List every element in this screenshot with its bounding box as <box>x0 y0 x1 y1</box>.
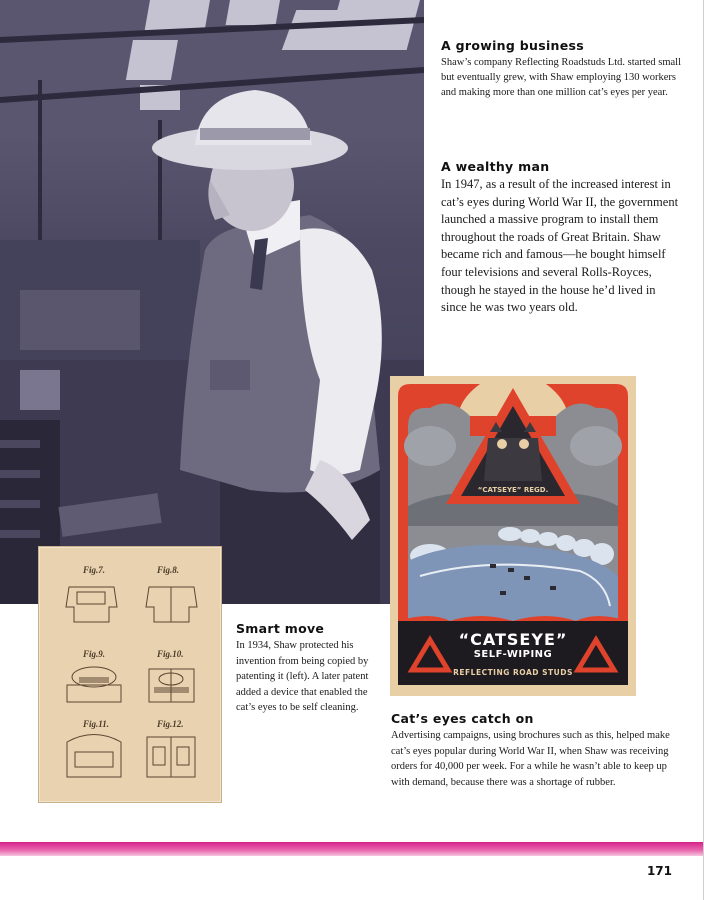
factory-photo-illustration <box>0 0 424 604</box>
patent-figure-label: Fig.7. <box>83 565 106 575</box>
patent-figure-label: Fig.12. <box>157 719 184 729</box>
patent-figure-label: Fig.9. <box>83 649 106 659</box>
caption-body: In 1934, Shaw protected his invention from being copied by patenting it (left). A later patent added a device that enabled the cat’s eyes to be self cleaning. <box>236 640 369 713</box>
caption-title: A growing business <box>441 38 584 53</box>
caption-wealthy-man <box>441 159 681 317</box>
patent-figure-label: Fig.10. <box>157 649 184 659</box>
caption-body: Shaw’s company Reflecting Roadstuds Ltd. started small but eventually grew, with Shaw employing 130 workers and making more than one million cat’s eyes per year. <box>441 57 682 98</box>
poster-brand: “CATSEYE” <box>458 630 568 649</box>
caption-cats-eyes-catch-on <box>391 711 681 790</box>
patent-drawing <box>38 546 222 803</box>
main-photo-shaw-factory <box>0 0 424 604</box>
catseye-poster <box>390 376 636 696</box>
caption-title: Cat’s eyes catch on <box>391 711 534 726</box>
patent-figure-label: Fig.8. <box>157 565 180 575</box>
patent-sketches <box>39 547 223 804</box>
poster-badge-text: “CATSEYE” REGD. <box>477 486 549 494</box>
page-number: 171 <box>646 864 672 878</box>
caption-body: In 1947, as a result of the increased interest in cat’s eyes during World War II, the government launched a massive program to install them throughout the roads of Great Britain. Shaw became rich and famous—he bought himself four televisions and several Rolls-Royces, though he stayed in the house he’d lived in since he was two years old. <box>441 177 679 315</box>
poster-subtitle: SELF-WIPING <box>473 649 553 660</box>
caption-smart-move <box>236 621 381 716</box>
caption-title: A wealthy man <box>441 159 550 174</box>
poster-tagline: REFLECTING ROAD STUDS <box>453 668 573 677</box>
caption-growing-business <box>441 38 681 100</box>
footer-color-band <box>0 842 704 856</box>
caption-title: Smart move <box>236 621 325 636</box>
patent-figure-label: Fig.11. <box>83 719 110 729</box>
caption-body: Advertising campaigns, using brochures such as this, helped make cat’s eyes popular during World War II, when Shaw was receiving orders for 40,000 per week. For a while he wasn’t able to keep up with demand, because there was a shortage of rubber. <box>391 730 670 788</box>
